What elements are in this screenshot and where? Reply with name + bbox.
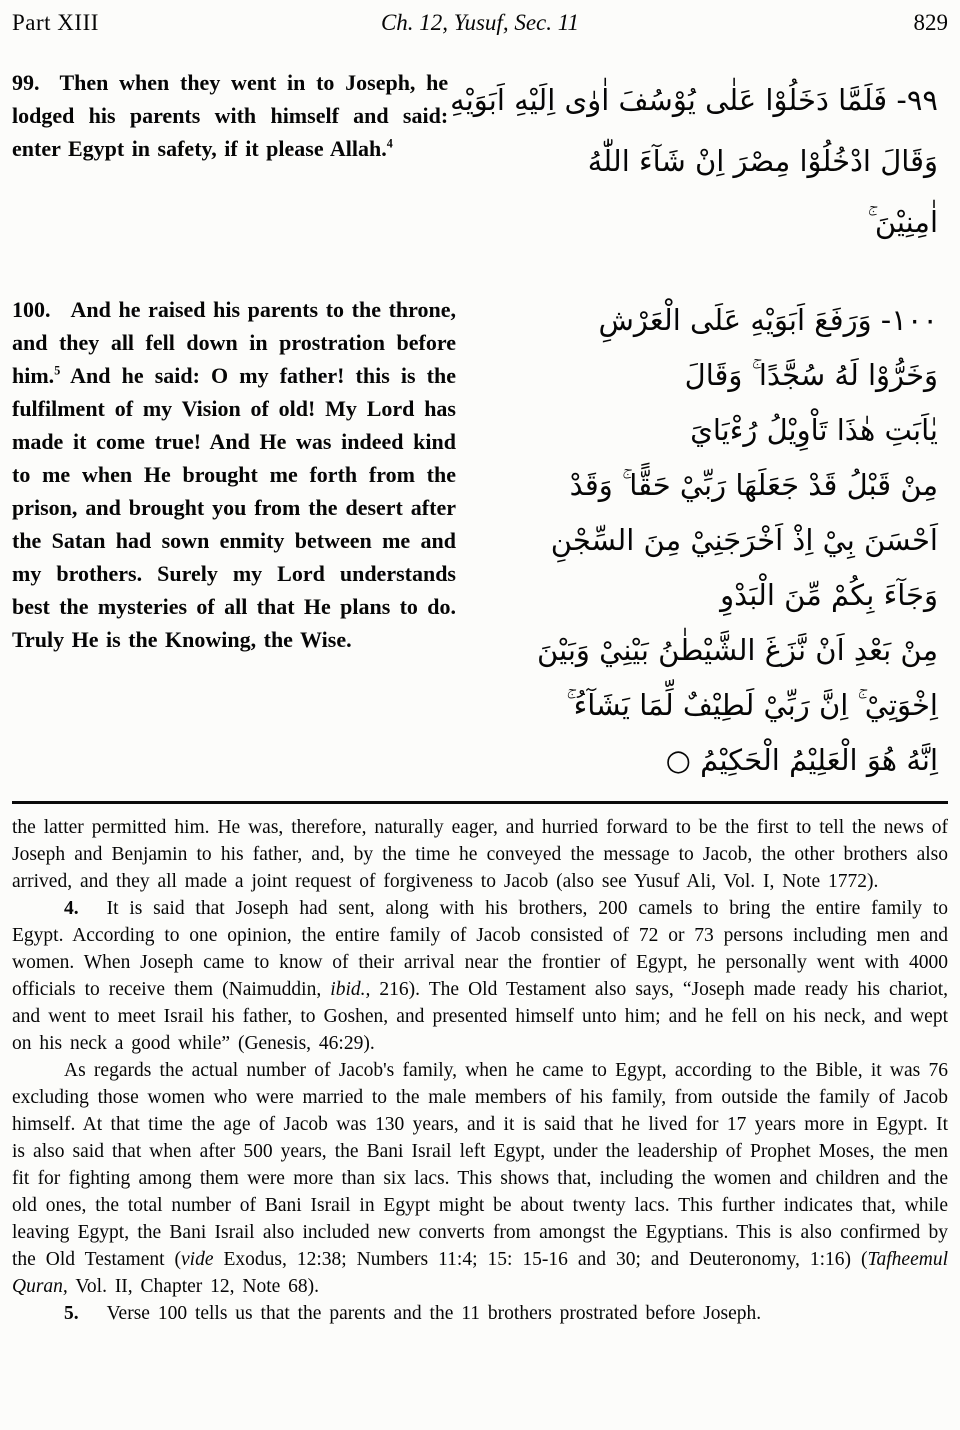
- arabic-line: اَحْسَنَ بِيْ اِذْ اَخْرَجَنِيْ مِنَ السِّجْنِ: [550, 523, 938, 557]
- verse-100: [12, 293, 948, 788]
- verse-100-text-after: And he said: O my father! this is the fulfilment of my Vision of old! My Lord has made it come true! And He was indeed kind to me when He brought me forth from the prison, and brought you from the desert after the Satan had sown enmity between me and my brothers. Surely my Lord understands best the mysteries of all that He plans to do. Truly He is the Knowing, the Wise.: [12, 363, 456, 652]
- page-header: [12, 10, 948, 36]
- footnotes-section: [12, 814, 948, 1327]
- verse-100-number: 100.: [12, 297, 51, 322]
- verse-99-arabic: [448, 66, 948, 253]
- footnote-5-number: 5.: [64, 1303, 79, 1324]
- arabic-line: وَجَآءَ بِكُمْ مِّنَ الْبَدْوِ: [720, 578, 938, 612]
- arabic-line: اِنَّهُ هُوَ الْعَلِيْمُ الْحَكِيْمُ ○: [665, 743, 938, 777]
- arabic-line: مِنْ بَعْدِ اَنْ نَّزَغَ الشَّيْطٰنُ بَيْنِيْ وَبَيْنَ: [537, 633, 938, 667]
- page-number: 829: [913, 10, 948, 35]
- footnote-4-ibid: ibid.,: [330, 979, 371, 1000]
- arabic-line: وَخَرُّوْا لَهُ سُجَّدًا ۚ وَقَالَ: [684, 358, 938, 392]
- verse-100-arabic: [456, 293, 948, 788]
- arabic-line: وَقَالَ ادْخُلُوْا مِصْرَ اِنْ شَآءَ اللّٰهُ: [587, 144, 938, 178]
- arabic-line: اٰمِنِيْنَ ۚ: [867, 205, 938, 239]
- arabic-line: اِخْوَتِيْ ۚ اِنَّ رَبِّيْ لَطِيْفٌ لِّمَا يَشَآءُ ۚ: [566, 688, 938, 722]
- part-label: Part XIII: [12, 10, 99, 35]
- footnote-4-paragraph-1: [12, 895, 948, 1057]
- verse-100-text: And he raised his parents to the throne, and they all fell down in prostration before him.: [12, 297, 456, 388]
- footnote-5-paragraph: [12, 1300, 948, 1327]
- arabic-line: ١٠٠- وَرَفَعَ اَبَوَيْهِ عَلَى الْعَرْشِ: [598, 303, 938, 337]
- arabic-line: مِنْ قَبْلُ قَدْ جَعَلَهَا رَبِّيْ حَقًّا ۚ وَقَدْ: [569, 468, 938, 502]
- footnote-4-text: 216). The Old Testament also says, “Joseph made ready his chariot, and went to meet Israil his father, to Goshen, and presented himself unto him; and he fell on his neck, and wept on his neck a good while” (Genesis, 46:29).: [12, 979, 949, 1054]
- arabic-line: يٰاَبَتِ هٰذَا تَاْوِيْلُ رُءْيَايَ: [690, 413, 938, 447]
- verse-99: [12, 66, 948, 253]
- footnote-4-paragraph-2: [12, 1057, 948, 1300]
- footnote-4-text: Exodus, 12:38; Numbers 11:4; 15: 15-16 and 30; and Deuteronomy, 1:16) (: [223, 1249, 868, 1270]
- footnote-divider: [12, 801, 948, 804]
- footnote-ref-5: 5: [54, 363, 61, 378]
- footnote-4-text: As regards the actual number of Jacob's family, when he came to Egypt, according to the Bible, it was 76 excluding those women who were married to the male members of his family, from outside the family of Jacob himself. At that time the age of Jacob was 130 years, and it is said that he lived for 17 years more in Egypt. It is also said that when after 500 years, the Bani Israil left Egypt, under the leadership of Prophet Moses, the men fit for fighting among them were more than six lacs. This shows that, including the women and children and the old ones, the total number of Bani Israil in Egypt might be about twenty lacs. This further indicates that, while leaving Egypt, the Bani Israil also included new converts from amongst the Egyptians. This is also confirmed by the Old Testament (: [12, 1060, 948, 1270]
- verse-99-translation: [12, 66, 448, 253]
- footnote-4-text: Vol. II, Chapter 12, Note 68).: [75, 1276, 320, 1297]
- footnote-4-vide: vide: [181, 1249, 214, 1270]
- verse-section: [12, 66, 948, 788]
- chapter-title: Ch. 12, Yusuf, Sec. 11: [380, 10, 580, 35]
- footnote-4-number: 4.: [64, 898, 79, 919]
- footnote-4-text: It is said that Joseph had sent, along with his brothers, 200 camels to bring the entire family to Egypt. According to one opinion, the entire family of Jacob consisted of 72 or 73 persons including men and women. When Joseph came to know of their arrival near the frontier of Egypt, he personally went with 4000 officials to receive them (Naimuddin,: [12, 898, 948, 1000]
- footnote-continuation: the latter permitted him. He was, therefore, naturally eager, and hurried forward to be the first to tell the news of Joseph and Benjamin to his father, and, by the time he conveyed the message to Jacob, the other brothers also arrived, and they all made a joint request of forgiveness to Jacob (also see Yusuf Ali, Vol. I, Note 1772).: [12, 817, 948, 892]
- footnote-ref-4: 4: [386, 136, 393, 151]
- footnote-5-text: Verse 100 tells us that the parents and the 11 brothers prostrated before Joseph.: [106, 1303, 762, 1324]
- arabic-line: ٩٩- فَلَمَّا دَخَلُوْا عَلٰى يُوْسُفَ اٰوٰى اِلَيْهِ اَبَوَيْهِ: [450, 83, 938, 117]
- verse-99-number: 99.: [12, 70, 40, 95]
- footnote-4-book-title: Tafheemul Quran,: [12, 1249, 948, 1297]
- verse-100-translation: [12, 293, 456, 788]
- verse-99-text: Then when they went in to Joseph, he lodged his parents with himself and said: enter Egypt in safety, if it please Allah.: [12, 70, 449, 161]
